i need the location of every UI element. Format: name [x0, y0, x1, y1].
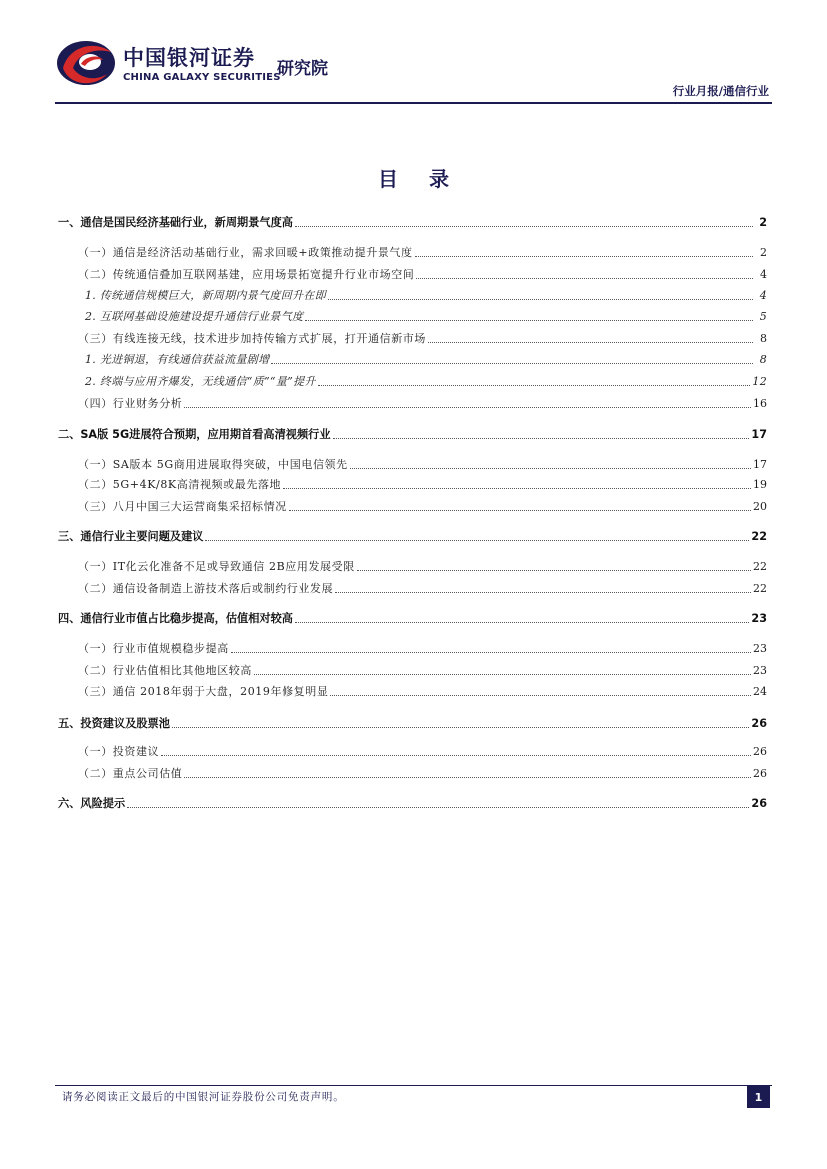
toc-entry-section[interactable] — [58, 474, 767, 492]
toc-leader-dots — [318, 385, 751, 386]
toc-entry-chapter[interactable] — [58, 212, 767, 230]
toc-leader-dots — [335, 592, 751, 593]
toc-entry-label: 六、风险提示 — [58, 797, 126, 810]
toc-entry-section[interactable] — [58, 638, 767, 656]
toc-leader-dots — [161, 755, 751, 756]
toc-entry-subsection[interactable] — [58, 371, 767, 389]
toc-entry-page: 23 — [751, 612, 767, 625]
toc-leader-dots — [415, 256, 753, 257]
toc-entry-page: 17 — [753, 458, 767, 471]
toc-entry-section[interactable] — [58, 393, 767, 411]
toc-leader-dots — [184, 777, 751, 778]
toc-title: 目 录 — [378, 167, 461, 191]
toc-entry-page: 17 — [751, 428, 767, 441]
toc-entry-label: （一）通信是经济活动基础行业，需求回暖+政策推动提升景气度 — [78, 246, 413, 259]
toc-leader-dots — [283, 488, 751, 489]
toc-entry-chapter[interactable] — [58, 608, 767, 626]
toc-entry-section[interactable] — [58, 578, 767, 596]
toc-entry-label: （三）有线连接无线，技术进步加持传输方式扩展，打开通信新市场 — [78, 332, 426, 345]
toc-entry-page: 22 — [751, 530, 767, 543]
toc-entry-section[interactable] — [58, 264, 767, 282]
toc-entry-page: 2 — [759, 216, 767, 229]
toc-leader-dots — [416, 278, 753, 279]
toc-entry-label: （四）行业财务分析 — [78, 397, 183, 410]
toc-entry-chapter[interactable] — [58, 526, 767, 544]
toc-entry-label: 1. 传统通信规模巨大，新周期内景气度回升在即 — [85, 289, 326, 302]
toc-entry-label: 2. 互联网基础设施建设提升通信行业景气度 — [85, 310, 304, 323]
toc-entry-section[interactable] — [58, 660, 767, 678]
brand-name-cn: 中国银河证券 — [123, 46, 255, 70]
toc-entry-chapter[interactable] — [58, 424, 767, 442]
toc-entry-label: 五、投资建议及股票池 — [58, 717, 170, 730]
galaxy-logo-icon — [55, 38, 117, 88]
toc-entry-page: 26 — [751, 717, 767, 730]
toc-entry-page: 23 — [753, 642, 767, 655]
toc-leader-dots — [254, 674, 751, 675]
toc-entry-chapter[interactable] — [58, 713, 767, 731]
toc-entry-page: 19 — [753, 478, 767, 491]
toc-leader-dots — [271, 363, 753, 364]
toc-entry-page: 8 — [759, 353, 767, 366]
toc-leader-dots — [127, 807, 749, 808]
toc-leader-dots — [328, 299, 753, 300]
toc-entry-page: 2 — [760, 246, 767, 259]
toc-entry-label: 一、通信是国民经济基础行业，新周期景气度高 — [58, 216, 293, 229]
toc-leader-dots — [357, 570, 751, 571]
disclaimer-text: 请务必阅读正文最后的中国银河证券股份公司免责声明。 — [62, 1091, 345, 1103]
toc-entry-page: 26 — [751, 797, 767, 810]
toc-leader-dots — [428, 342, 753, 343]
toc-entry-section[interactable] — [58, 556, 767, 574]
toc-entry-page: 4 — [760, 268, 767, 281]
toc-entry-page: 23 — [753, 664, 767, 677]
toc-entry-label: （二）重点公司估值 — [78, 767, 183, 780]
footer-divider — [55, 1085, 772, 1086]
toc-entry-subsection[interactable] — [58, 349, 767, 367]
toc-entry-subsection[interactable] — [58, 306, 767, 324]
toc-entry-section[interactable] — [58, 242, 767, 260]
toc-entry-section[interactable] — [58, 454, 767, 472]
toc-entry-page: 8 — [760, 332, 767, 345]
toc-leader-dots — [184, 407, 751, 408]
toc-entry-page: 5 — [759, 310, 767, 323]
toc-entry-section[interactable] — [58, 681, 767, 699]
toc-entry-label: （三）通信 2018年弱于大盘，2019年修复明显 — [78, 685, 329, 698]
toc-leader-dots — [350, 468, 751, 469]
toc-entry-label: （一）投资建议 — [78, 745, 160, 758]
toc-entry-label: （二）行业估值相比其他地区较高 — [78, 664, 252, 677]
toc-leader-dots — [305, 320, 753, 321]
toc-leader-dots — [172, 727, 750, 728]
toc-entry-label: （二）传统通信叠加互联网基建，应用场景拓宽提升行业市场空间 — [78, 268, 415, 281]
toc-entry-section[interactable] — [58, 496, 767, 514]
toc-leader-dots — [295, 226, 753, 227]
toc-entry-chapter[interactable] — [58, 793, 767, 811]
toc-leader-dots — [330, 695, 751, 696]
toc-entry-label: （二）5G+4K/8K高清视频或最先落地 — [78, 478, 282, 491]
toc-leader-dots — [205, 540, 749, 541]
toc-entry-label: （二）通信设备制造上游技术落后或制约行业发展 — [78, 582, 334, 595]
toc-entry-page: 26 — [753, 745, 767, 758]
report-type: 行业月报/通信行业 — [672, 84, 769, 98]
toc-entry-page: 12 — [752, 375, 767, 388]
toc-entry-page: 20 — [753, 500, 767, 513]
header-divider — [55, 102, 772, 104]
toc-entry-page: 24 — [753, 685, 767, 698]
toc-entry-page: 26 — [753, 767, 767, 780]
toc-leader-dots — [333, 438, 750, 439]
toc-entry-label: （一）SA版本 5G商用进展取得突破，中国电信领先 — [78, 458, 348, 471]
toc-leader-dots — [289, 510, 751, 511]
toc-leader-dots — [295, 622, 749, 623]
toc-entry-section[interactable] — [58, 763, 767, 781]
toc-entry-section[interactable] — [58, 328, 767, 346]
toc-entry-subsection[interactable] — [58, 285, 767, 303]
toc-entry-page: 22 — [753, 582, 767, 595]
toc-entry-label: 二、SA版 5G进展符合预期，应用期首看高清视频行业 — [58, 428, 331, 441]
toc-entry-label: （三）八月中国三大运营商集采招标情况 — [78, 500, 287, 513]
toc-entry-section[interactable] — [58, 741, 767, 759]
toc-entry-label: 三、通信行业主要问题及建议 — [58, 530, 204, 543]
toc-entry-page: 22 — [753, 560, 767, 573]
toc-entry-label: （一）IT化云化准备不足或导致通信 2B应用发展受限 — [78, 560, 355, 573]
brand-name-en: CHINA GALAXY SECURITIES — [123, 72, 281, 83]
brand-institute: 研究院 — [277, 59, 328, 79]
toc-entry-page: 4 — [759, 289, 767, 302]
toc-entry-label: 四、通信行业市值占比稳步提高，估值相对较高 — [58, 612, 293, 625]
toc-entry-label: 1. 光进铜退，有线通信获益流量剧增 — [85, 353, 270, 366]
toc-entry-page: 16 — [753, 397, 767, 410]
toc-leader-dots — [231, 652, 751, 653]
toc-entry-label: （一）行业市值规模稳步提高 — [78, 642, 229, 655]
toc-entry-label: 2. 终端与应用齐爆发，无线通信“质”“量”提升 — [85, 375, 316, 388]
page-number: 1 — [747, 1086, 770, 1108]
